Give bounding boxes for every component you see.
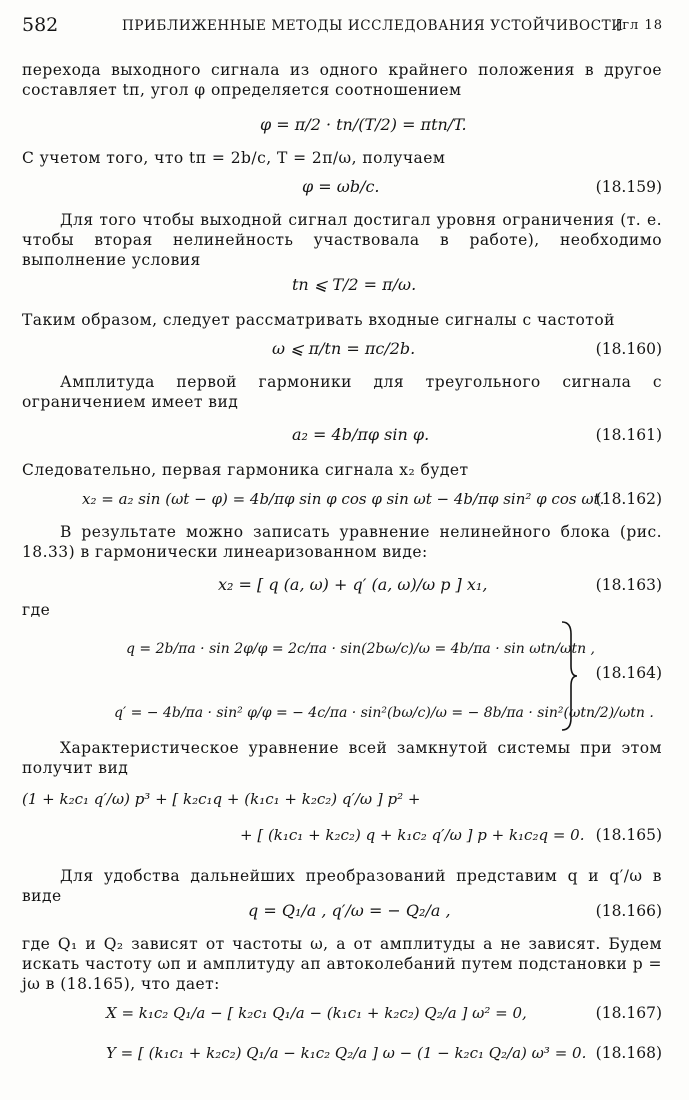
formula: + [ (k₁c₁ + k₂c₂) q + k₁c₂ q′/ω ] p + k₁c₂q = 0. bbox=[240, 826, 585, 844]
equation-18-162 bbox=[22, 486, 662, 512]
equation-number: (18.166) bbox=[595, 902, 662, 920]
paragraph-8: где bbox=[22, 601, 51, 619]
paragraph-2: С учетом того, что tп = 2b/c, T = 2π/ω, получаем bbox=[22, 149, 446, 167]
equation-18-160 bbox=[22, 336, 662, 362]
equation-number: (18.167) bbox=[595, 1004, 662, 1022]
equation-number: (18.168) bbox=[595, 1044, 662, 1062]
paragraph-3: Для того чтобы выходной сигнал достигал уровня ограничения (т. е. чтобы вторая нелинейность участвовала в работе), необходимо выполнение условия bbox=[22, 211, 662, 269]
formula: φ = ωb/c. bbox=[302, 177, 380, 196]
formula: a₂ = 4b/πφ sin φ. bbox=[292, 425, 430, 444]
equation-18-163 bbox=[22, 572, 662, 598]
equation-number: (18.162) bbox=[595, 490, 662, 508]
formula: q′ = − 4b/πa · sin² φ/φ = − 4c/πa · sin²(bω/c)/ω = − 8b/πa · sin²(ωtп/2)/ωtп . bbox=[114, 705, 654, 721]
equation-number: (18.161) bbox=[595, 426, 662, 444]
equation-18-168 bbox=[22, 1040, 662, 1066]
formula: φ = π/2 · tп/(T/2) = πtп/T. bbox=[260, 115, 467, 134]
running-title: ПРИБЛИЖЕННЫЕ МЕТОДЫ ИССЛЕДОВАНИЯ УСТОЙЧИВОСТИ bbox=[122, 18, 624, 34]
formula: tп ⩽ T/2 = π/ω. bbox=[292, 275, 417, 294]
paragraph-10: Для удобства дальнейших преобразований представим q и q′/ω в виде bbox=[22, 867, 662, 905]
formula: x₂ = [ q (a, ω) + q′ (a, ω)/ω p ] x₁, bbox=[218, 575, 488, 594]
equation-phi bbox=[22, 112, 662, 138]
equation-18-161 bbox=[22, 422, 662, 448]
equation-18-165b bbox=[22, 822, 662, 848]
paragraph-1: перехода выходного сигнала из одного крайнего положения в другое составляет tп, угол φ определяется соотношением bbox=[22, 61, 662, 99]
equation-number: (18.160) bbox=[595, 340, 662, 358]
paragraph-7: В результате можно записать уравнение нелинейного блока (рис. 18.33) в гармонически линеаризованном виде: bbox=[22, 523, 662, 561]
paragraph-11: где Q₁ и Q₂ зависят от частоты ω, а от амплитуды a не зависят. Будем искать частоту ωп и амплитуду aп автоколебаний путем подстановки p = jω в (18.165), что дает: bbox=[22, 935, 662, 993]
formula: q = 2b/πa · sin 2φ/φ = 2c/πa · sin(2bω/c)/ω = 4b/πa · sin ωtп/ωtп , bbox=[126, 641, 595, 657]
equation-number: (18.159) bbox=[595, 178, 662, 196]
page-number: 582 bbox=[22, 14, 59, 36]
paragraph-5: Амплитуда первой гармоники для треугольного сигнала с ограничением имеет вид bbox=[22, 373, 662, 411]
formula: x₂ = a₂ sin (ωt − φ) = 4b/πφ sin φ cos φ sin ωt − 4b/πφ sin² φ cos ωt. bbox=[82, 490, 605, 508]
formula: X = k₁c₂ Q₁/a − [ k₂c₁ Q₁/a − (k₁c₁ + k₂c₂) Q₂/a ] ω² = 0, bbox=[106, 1004, 527, 1022]
formula: ω ⩽ π/tп = πc/2b. bbox=[272, 339, 416, 358]
paragraph-9: Характеристическое уравнение всей замкнутой системы при этом получит вид bbox=[22, 739, 662, 777]
equation-number: (18.165) bbox=[595, 826, 662, 844]
equation-18-166 bbox=[22, 898, 662, 924]
formula: q = Q₁/a , q′/ω = − Q₂/a , bbox=[248, 901, 451, 920]
equation-18-159 bbox=[22, 174, 662, 200]
equation-18-164-label bbox=[22, 660, 662, 686]
equation-number: (18.163) bbox=[595, 576, 662, 594]
formula: Y = [ (k₁c₁ + k₂c₂) Q₁/a − k₁c₂ Q₂/a ] ω − (1 − k₂c₁ Q₂/a) ω³ = 0. bbox=[106, 1044, 587, 1062]
paragraph-4: Таким образом, следует рассматривать входные сигналы с частотой bbox=[22, 311, 615, 329]
equation-18-167 bbox=[22, 1000, 662, 1026]
paragraph-6: Следовательно, первая гармоника сигнала x₂ будет bbox=[22, 461, 469, 479]
equation-number: (18.164) bbox=[595, 664, 662, 682]
chapter-reference: [гл 18 bbox=[616, 18, 663, 33]
equation-tp bbox=[22, 272, 662, 298]
formula: (1 + k₂c₁ q′/ω) p³ + [ k₂c₁q + (k₁c₁ + k₂c₂) q′/ω ] p² + bbox=[22, 790, 421, 808]
equation-18-165a bbox=[22, 786, 662, 812]
